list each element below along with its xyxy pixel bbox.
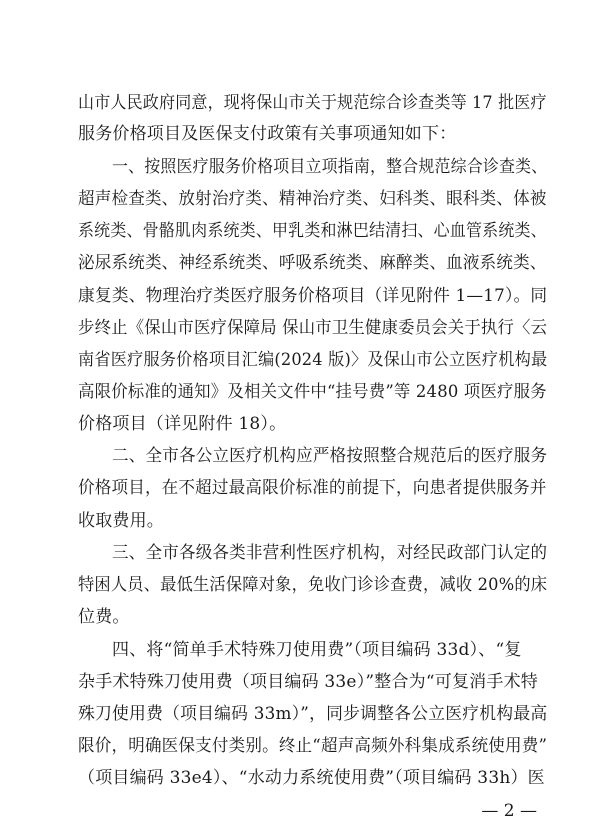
text-line: 泌尿系统类、神经系统类、呼吸系统类、麻醉类、血液系统类、	[78, 253, 547, 273]
text-line: 高限价标准的通知》及相关文件中“挂号费”等 2480 项医疗服务	[78, 382, 547, 402]
text-line: 杂手术特殊刀使用费（项目编码 33e）”整合为“可复消手术特	[78, 672, 538, 692]
text-line: 价格项目（详见附件 18）。	[78, 414, 287, 434]
text-line: （项目编码 33e4）、“水动力系统使用费”（项目编码 33h）医	[78, 768, 545, 788]
page-number: — 2 —	[481, 801, 537, 821]
text-line: 限价，明确医保支付类别。终止“超声高频外科集成系统使用费”	[78, 736, 548, 756]
paragraph-1-start: 一、按照医疗服务价格项目立项指南，整合规范综合诊查类、	[112, 157, 548, 177]
paragraph-2-start: 二、全市各公立医疗机构应严格按照整合规范后的医疗服务	[112, 446, 548, 466]
text-line: 步终止《保山市医疗保障局 保山市卫生健康委员会关于执行〈云	[78, 318, 548, 338]
paragraph-4-start: 四、将“简单手术特殊刀使用费”（项目编码 33d）、“复	[112, 640, 522, 660]
text-line: 山市人民政府同意，现将保山市关于规范综合诊查类等 17 批医疗	[78, 93, 547, 113]
text-line: 超声检查类、放射治疗类、精神治疗类、妇科类、眼科类、体被	[78, 189, 547, 209]
text-line: 位费。	[78, 607, 130, 627]
paragraph-3-start: 三、全市各级各类非营利性医疗机构，对经民政部门认定的	[112, 543, 548, 563]
text-line: 收取费用。	[78, 511, 164, 531]
text-line: 康复类、物理治疗类医疗服务价格项目（详见附件 1—17）。同	[78, 286, 548, 306]
text-line: 价格项目，在不超过最高限价标准的前提下，向患者提供服务并	[78, 478, 547, 498]
text-line: 服务价格项目及医保支付政策有关事项通知如下：	[78, 124, 457, 144]
text-line: 特困人员、最低生活保障对象，免收门诊诊查费，减收 20%的床	[78, 575, 548, 595]
text-line: 系统类、骨骼肌肉系统类、甲乳类和淋巴结清扫、心血管系统类、	[78, 221, 547, 241]
text-line: 南省医疗服务价格项目汇编(2024 版)〉及保山市公立医疗机构最	[78, 350, 548, 370]
text-line: 殊刀使用费（项目编码 33m）”，同步调整各公立医疗机构最高	[78, 704, 548, 724]
